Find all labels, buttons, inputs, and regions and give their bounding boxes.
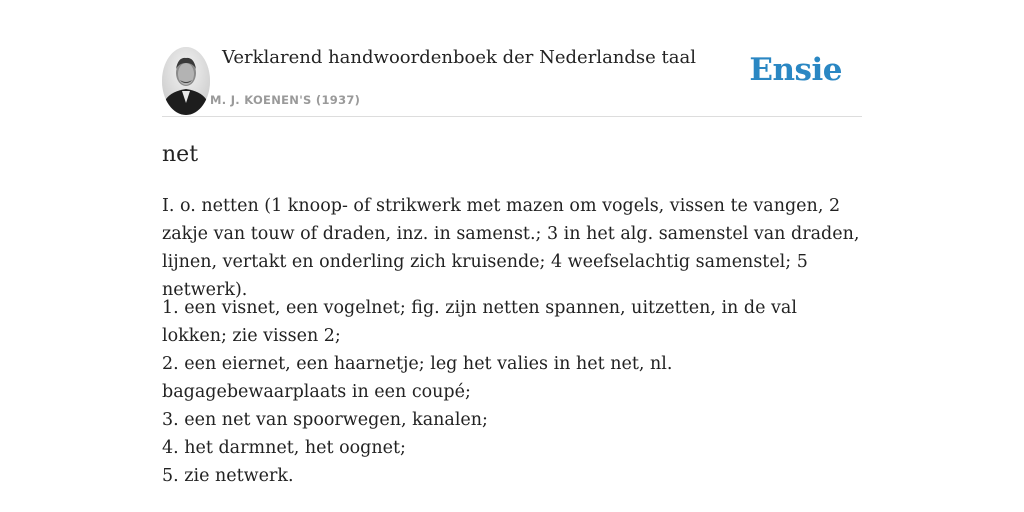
sense-item-1: 1. een visnet, een vogelnet; fig. zijn netten spannen, uitzetten, in de val lokken; zie vissen 2;: [162, 298, 797, 346]
sense-item-3: 3. een net van spoorwegen, kanalen;: [162, 410, 488, 430]
sense-item-5: 5. zie netwerk.: [162, 466, 294, 486]
book-author: M. J. KOENEN'S (1937): [210, 93, 361, 107]
headword: net: [162, 142, 199, 167]
page: [162, 0, 862, 486]
senses-list: [162, 294, 862, 490]
sense-item-2: 2. een eiernet, een haarnetje; leg het valies in het net, nl. bagagebewaarplaats in een coupé;: [162, 354, 673, 402]
definition-text: I. o. netten (1 knoop- of strikwerk met mazen om vogels, vissen te vangen, 2 zakje van touw of draden, inz. in samenst.; 3 in het alg. samenstel van draden, lijnen, vertakt en onderling zich kruisende; 4 weefselachtig samenstel; 5 netwerk).: [162, 196, 860, 300]
book-title: Verklarend handwoordenboek der Nederlandse taal: [222, 47, 696, 68]
sense-item-4: 4. het darmnet, het oognet;: [162, 438, 406, 458]
author-portrait-icon: [162, 47, 210, 115]
ensie-logo-link[interactable]: Ensie: [749, 52, 842, 88]
dictionary-header: [162, 0, 862, 117]
